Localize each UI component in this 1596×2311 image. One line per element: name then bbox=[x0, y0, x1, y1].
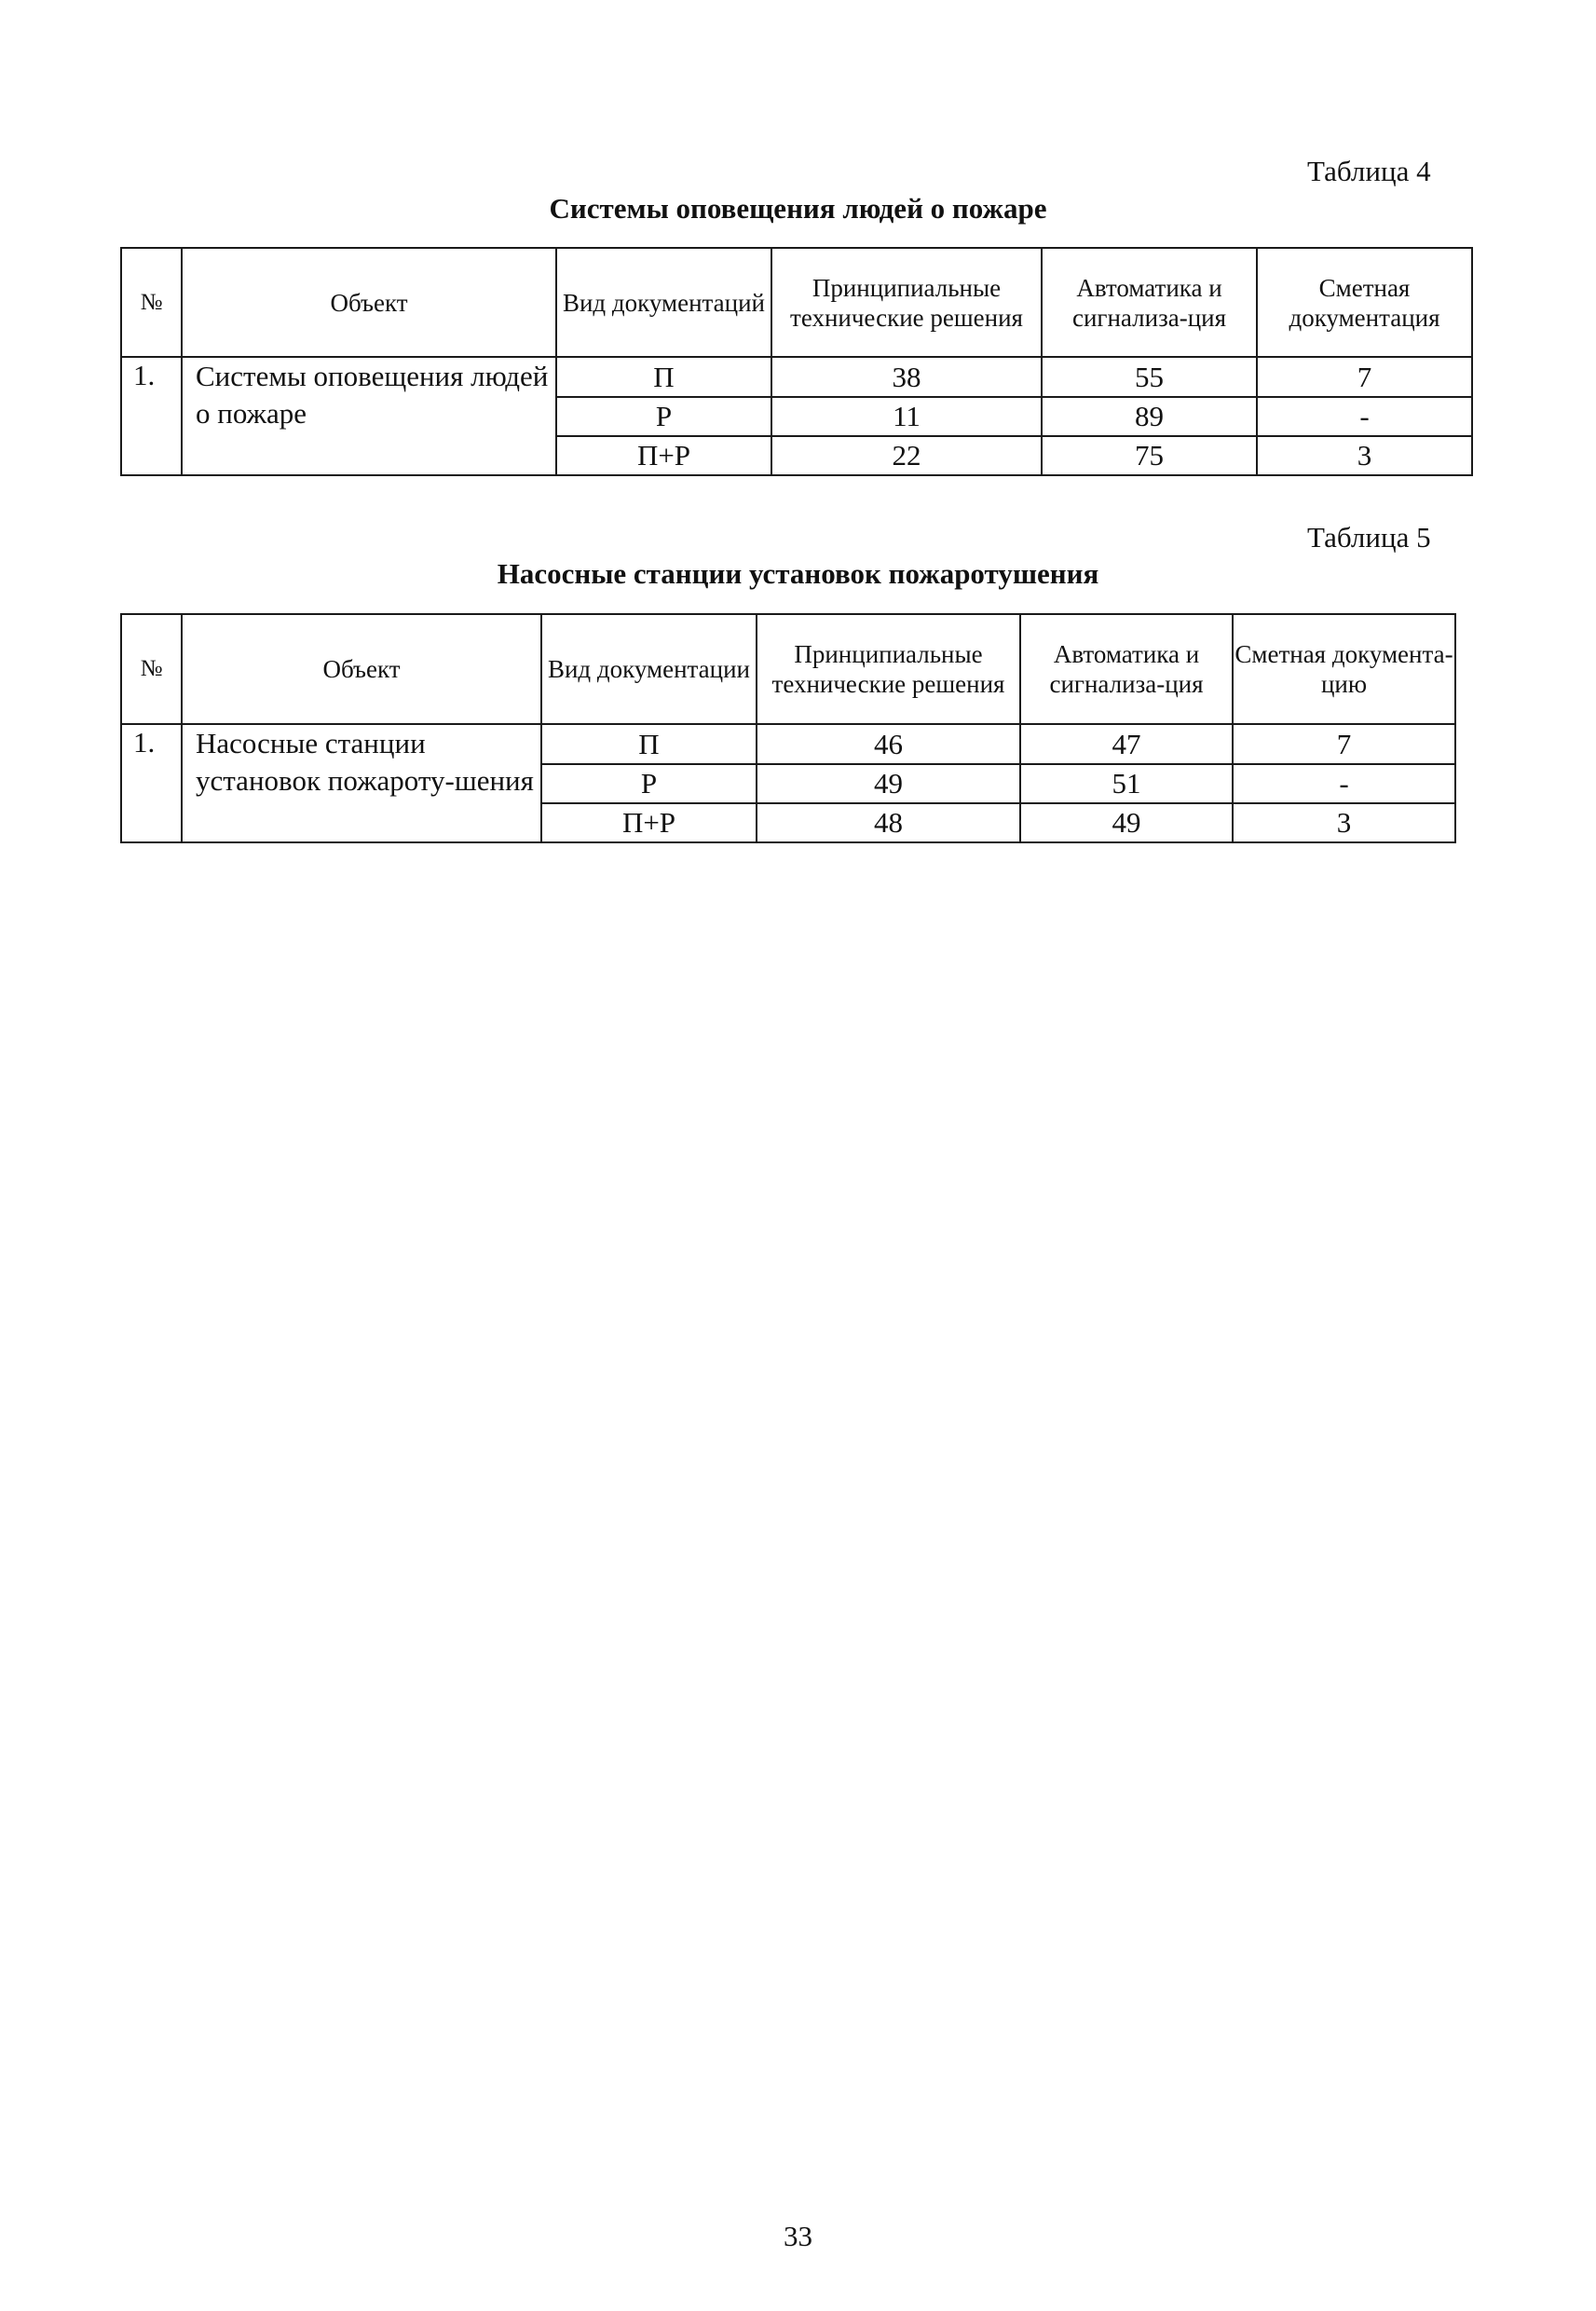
table-5-estimate-value: 7 bbox=[1233, 724, 1455, 764]
table-5-principal-value: 46 bbox=[757, 724, 1020, 764]
table-5-header-number: № bbox=[121, 614, 182, 724]
table-4-automation-value: 89 bbox=[1042, 397, 1257, 436]
table-4-header-number: № bbox=[121, 248, 182, 357]
table-5-estimate-value: 3 bbox=[1233, 803, 1455, 842]
table-5-automation-value: 47 bbox=[1020, 724, 1233, 764]
table-5-title: Насосные станции установок пожаротушения bbox=[497, 557, 1099, 590]
table-4-header-row bbox=[121, 248, 1472, 357]
table-4-header-object: Объект bbox=[182, 248, 556, 357]
table-4-header-automation: Автоматика и сигнализа-ция bbox=[1042, 248, 1257, 357]
table-4-doc-type: П bbox=[556, 357, 771, 397]
table-4-doc-type: П+Р bbox=[556, 436, 771, 475]
table-5-label: Таблица 5 bbox=[1307, 521, 1431, 554]
table-5-doc-type: П bbox=[541, 724, 757, 764]
table-4-estimate-value: 7 bbox=[1257, 357, 1472, 397]
table-5-principal-value: 48 bbox=[757, 803, 1020, 842]
table-5-automation-value: 49 bbox=[1020, 803, 1233, 842]
table-4-row-number: 1. bbox=[121, 357, 182, 475]
table-4-principal-value: 38 bbox=[771, 357, 1042, 397]
table-4-header-principal: Принципиальные технические решения bbox=[771, 248, 1042, 357]
table-4-automation-value: 55 bbox=[1042, 357, 1257, 397]
table-4-header-estimate: Сметная документация bbox=[1257, 248, 1472, 357]
table-4-estimate-value: - bbox=[1257, 397, 1472, 436]
table-5-row-number: 1. bbox=[121, 724, 182, 842]
table-4-doc-type: Р bbox=[556, 397, 771, 436]
table-5 bbox=[120, 613, 1456, 843]
table-row bbox=[121, 724, 1455, 764]
table-4-automation-value: 75 bbox=[1042, 436, 1257, 475]
table-5-header-row bbox=[121, 614, 1455, 724]
table-5-doc-type: П+Р bbox=[541, 803, 757, 842]
table-5-header-automation: Автоматика и сигнализа-ция bbox=[1020, 614, 1233, 724]
table-4-header-doc-type: Вид документаций bbox=[556, 248, 771, 357]
table-4-title: Системы оповещения людей о пожаре bbox=[549, 192, 1047, 225]
table-4-estimate-value: 3 bbox=[1257, 436, 1472, 475]
table-5-header-doc-type: Вид документации bbox=[541, 614, 757, 724]
table-4-object-name: Системы оповещения людей о пожаре bbox=[182, 357, 556, 475]
table-4 bbox=[120, 247, 1473, 476]
table-5-estimate-value: - bbox=[1233, 764, 1455, 803]
table-5-doc-type: Р bbox=[541, 764, 757, 803]
table-5-object-name: Насосные станции установок пожароту-шения bbox=[182, 724, 541, 842]
table-5-header-estimate: Сметная документа-цию bbox=[1233, 614, 1455, 724]
table-4-principal-value: 22 bbox=[771, 436, 1042, 475]
table-5-automation-value: 51 bbox=[1020, 764, 1233, 803]
table-5-header-object: Объект bbox=[182, 614, 541, 724]
table-4-principal-value: 11 bbox=[771, 397, 1042, 436]
table-row bbox=[121, 357, 1472, 397]
table-5-header-principal: Принципиальные технические решения bbox=[757, 614, 1020, 724]
table-4-label: Таблица 4 bbox=[1307, 155, 1431, 187]
page-number: 33 bbox=[784, 2220, 812, 2252]
table-5-principal-value: 49 bbox=[757, 764, 1020, 803]
